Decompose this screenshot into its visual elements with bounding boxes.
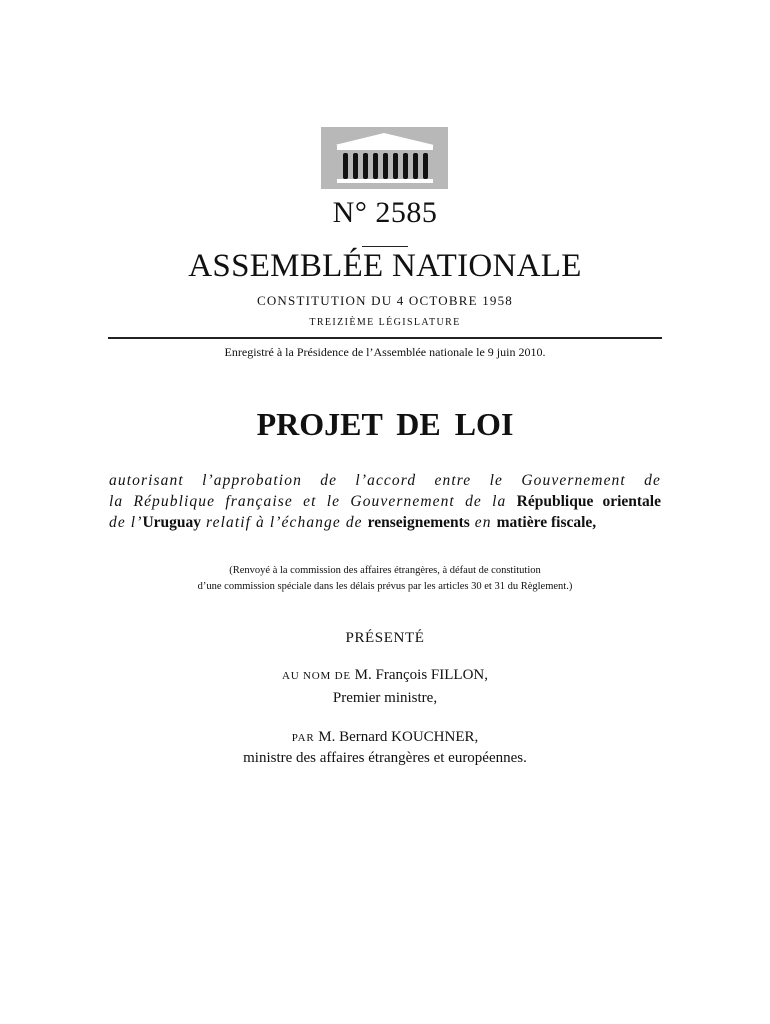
assemblee-nationale-logo [321,127,448,189]
referral-note-line-1: (Renvoyé à la commission des affaires étrangères, à défaut de constitution [229,565,541,576]
constitution-line: CONSTITUTION DU 4 OCTOBRE 1958 [256,293,514,308]
par-label: PAR [291,732,315,744]
document-type-title: PROJET DE LOI [256,406,514,442]
bill-title-line-2: la République française et le Gouvernement de la République orientale [109,493,661,510]
header-divider [108,337,662,339]
institution-title: ASSEMBLÉE NATIONALE [188,248,582,284]
registration-line: Enregistré à la Présidence de l’Assemblée nationale le 9 juin 2010. [224,345,546,359]
ministre-role: ministre des affaires étrangères et européennes. [243,750,527,766]
bill-title [109,470,661,533]
document-number: N° 2585 [332,196,438,229]
ministre-line [0,729,770,746]
ministre-name: M. Bernard KOUCHNER, [318,729,479,745]
bill-title-line-3: de l’Uruguay relatif à l’échange de renseignements en matière fiscale, [109,514,597,531]
presented-heading: PRÉSENTÉ [345,630,425,646]
premier-ministre-line [0,667,770,684]
short-divider [362,246,408,247]
premier-ministre-role: Premier ministre, [332,690,438,706]
bill-title-line-1: autorisant l’approbation de l’accord entre le Gouvernement de [109,472,661,489]
premier-ministre-name: M. François FILLON, [354,667,488,683]
referral-note [0,563,770,595]
legislature-line: TREIZIÈME LÉGISLATURE [309,317,461,328]
referral-note-line-2: d’une commission spéciale dans les délais prévus par les articles 30 et 31 du Règlement.) [197,581,573,592]
au-nom-de-label: AU NOM DE [282,670,351,682]
